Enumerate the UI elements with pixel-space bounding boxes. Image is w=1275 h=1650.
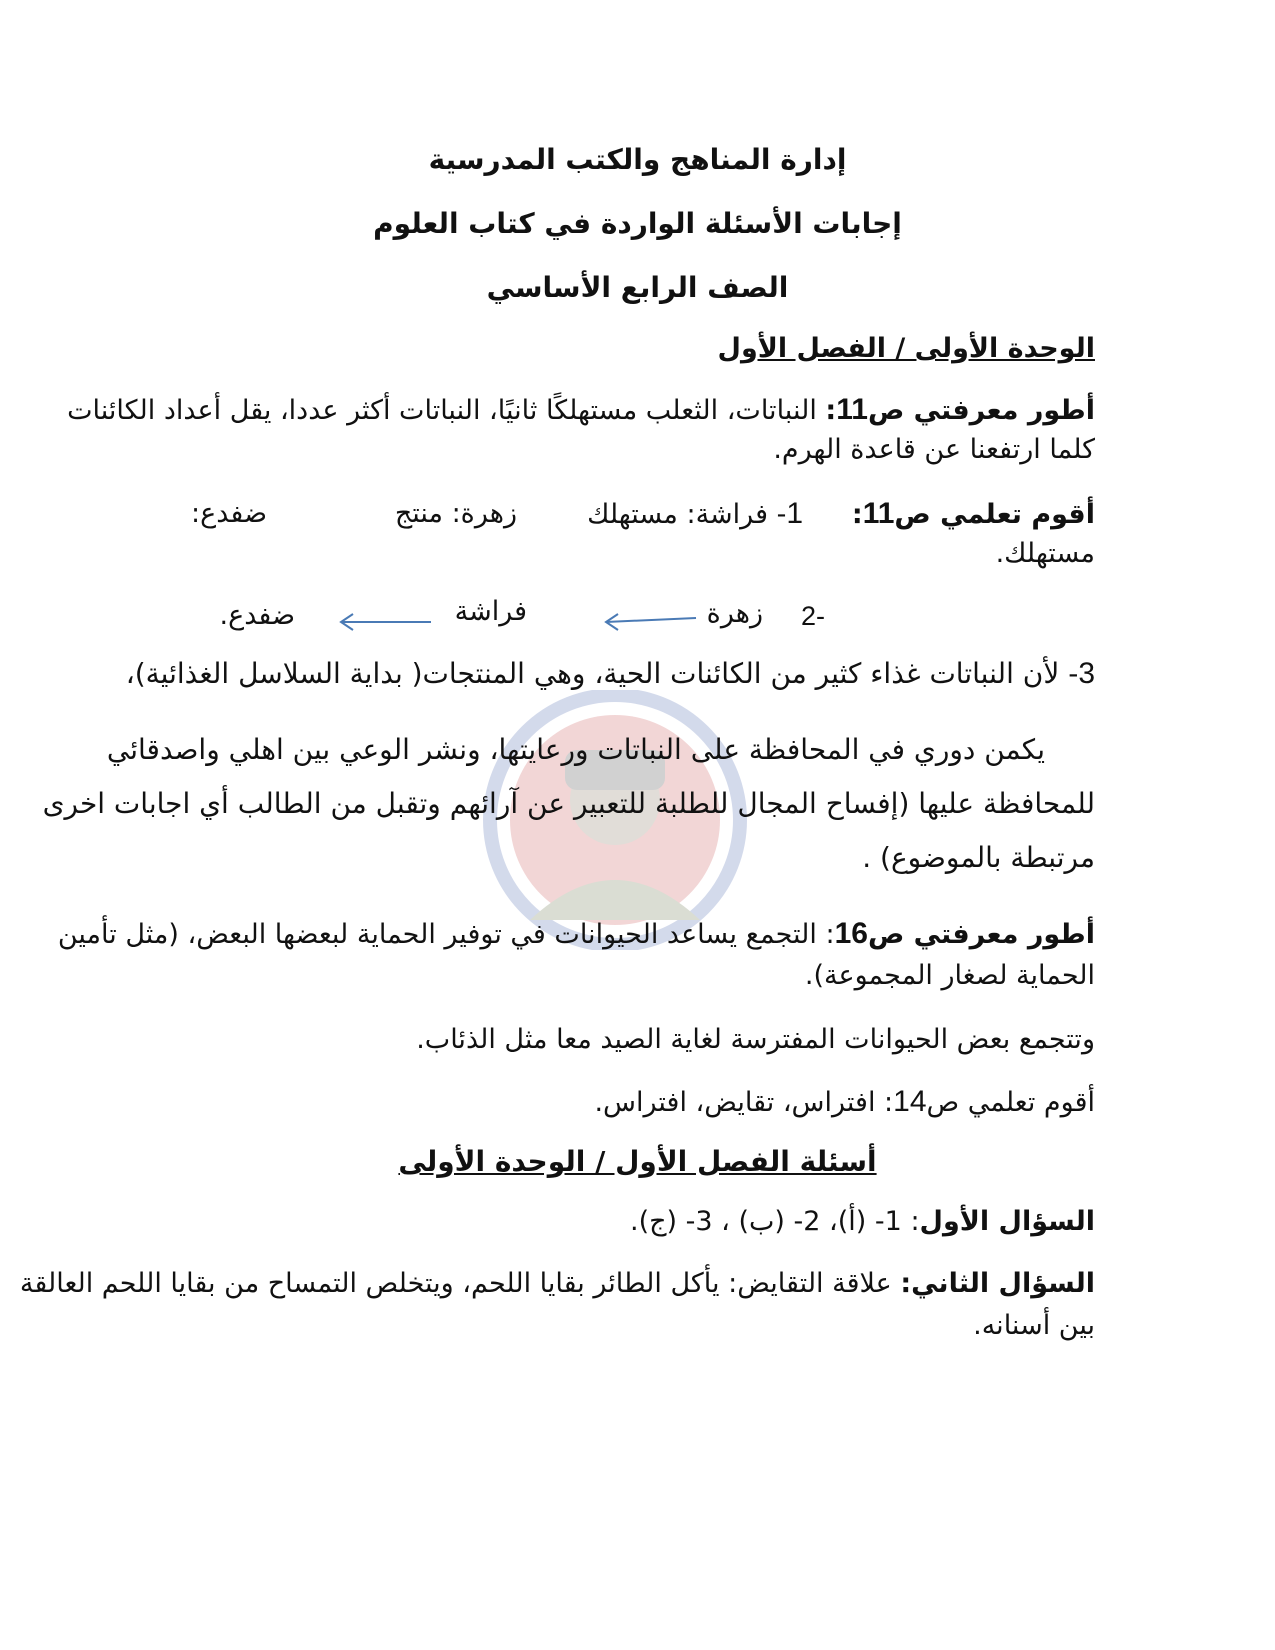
q2-text-1: علاقة التقايض: يأكل الطائر بقايا اللحم، ويتخلص التمساح من بقايا اللحم العالقة (19, 1268, 901, 1299)
header-line-2: إجابات الأسئلة الواردة في كتاب العلوم (373, 207, 902, 240)
p2-page-num: 11 (862, 497, 895, 530)
p3-line-1 (125, 652, 1095, 696)
p3-text: - لأن النباتات غذاء كثير من الكائنات الحية، وهي المنتجات( بداية السلاسل الغذائية)، (125, 657, 1079, 690)
p3-line-2: يكمن دوري في المحافظة على النباتات ورعايتها، ونشر الوعي بين اهلي واصدقائي (106, 733, 1045, 766)
p2-item1-text: - فراشة: مستهلك (587, 499, 787, 530)
p4-line-2: الحماية لصغار المجموعة). (804, 960, 1095, 991)
p5-label: أقوم تعلمي ص (926, 1087, 1095, 1118)
q2-line-2: بين أسنانه. (973, 1310, 1095, 1341)
p3-line-4: مرتبطة بالموضوع) . (862, 841, 1095, 874)
p2-item-1 (587, 492, 803, 537)
p5-line (160, 1080, 1095, 1125)
p4-page-num: 16 (834, 917, 868, 950)
p1-colon: : (825, 395, 837, 426)
chain-arrow-1-icon (600, 610, 700, 634)
p4-label: أطور معرفتي ص (867, 919, 1095, 950)
p1-label: أطور معرفتي ص (867, 395, 1095, 426)
chain-arrow-2-icon (335, 610, 435, 634)
header-line-1: إدارة المناهج والكتب المدرسية (428, 143, 847, 176)
p1-text-1: النباتات، الثعلب مستهلكًا ثانيًا، النباتات أكثر عددا، يقل أعداد الكائنات (67, 395, 826, 426)
q2-label: السؤال الثاني: (900, 1268, 1095, 1299)
p2-continuation: مستهلك. (995, 538, 1095, 569)
q2-line-1 (19, 1262, 1095, 1306)
questions-heading-text: أسئلة الفصل الأول / الوحدة الأولى (398, 1145, 877, 1178)
p4-line-3: وتتجمع بعض الحيوانات المفترسة لغاية الصيد معا مثل الذئاب. (416, 1024, 1095, 1055)
q1-text: : 1- (أ)، 2- (ب) ، 3- (ج). (629, 1206, 920, 1237)
p2-label: أقوم تعلمي ص (894, 499, 1095, 530)
q1-label: السؤال الأول (919, 1206, 1095, 1237)
chain-num: 2- (800, 601, 825, 631)
chain-butterfly: فراشة (454, 596, 527, 627)
header-line-3: الصف الرابع الأساسي (486, 271, 789, 304)
q1-line (160, 1200, 1095, 1244)
chain-frog: ضفدع. (219, 600, 295, 631)
unit-heading (160, 327, 1095, 371)
p3-num: 3 (1078, 657, 1095, 690)
p5-text: : افتراس، تقايض، افتراس. (594, 1087, 894, 1118)
questions-heading (0, 1140, 1275, 1184)
p1-line-2: كلما ارتفعنا عن قاعدة الهرم. (773, 434, 1095, 465)
p2-colon: : (851, 499, 863, 530)
p1-page-num: 11 (836, 393, 868, 426)
p4-text-1: : التجمع يساعد الحيوانات في توفير الحماية لبعضها البعض، (مثل تأمين (57, 919, 835, 950)
p2-item-frog: ضفدع: (191, 498, 267, 529)
p2-item-flower: زهرة: منتج (394, 498, 517, 529)
p5-page-num: 14 (893, 1085, 927, 1118)
p2-label-group (852, 492, 1095, 537)
p1-line-1 (67, 388, 1095, 433)
p3-line-3: للمحافظة عليها (إفساح المجال للطلبة للتعبير عن آرائهم وتقبل من الطالب أي اجابات اخرى (42, 787, 1095, 820)
p2-item1-num: 1 (786, 497, 803, 530)
p4-line-1 (57, 912, 1095, 957)
unit-heading-text: الوحدة الأولى / الفصل الأول (717, 333, 1095, 364)
chain-flower: زهرة (706, 598, 763, 629)
